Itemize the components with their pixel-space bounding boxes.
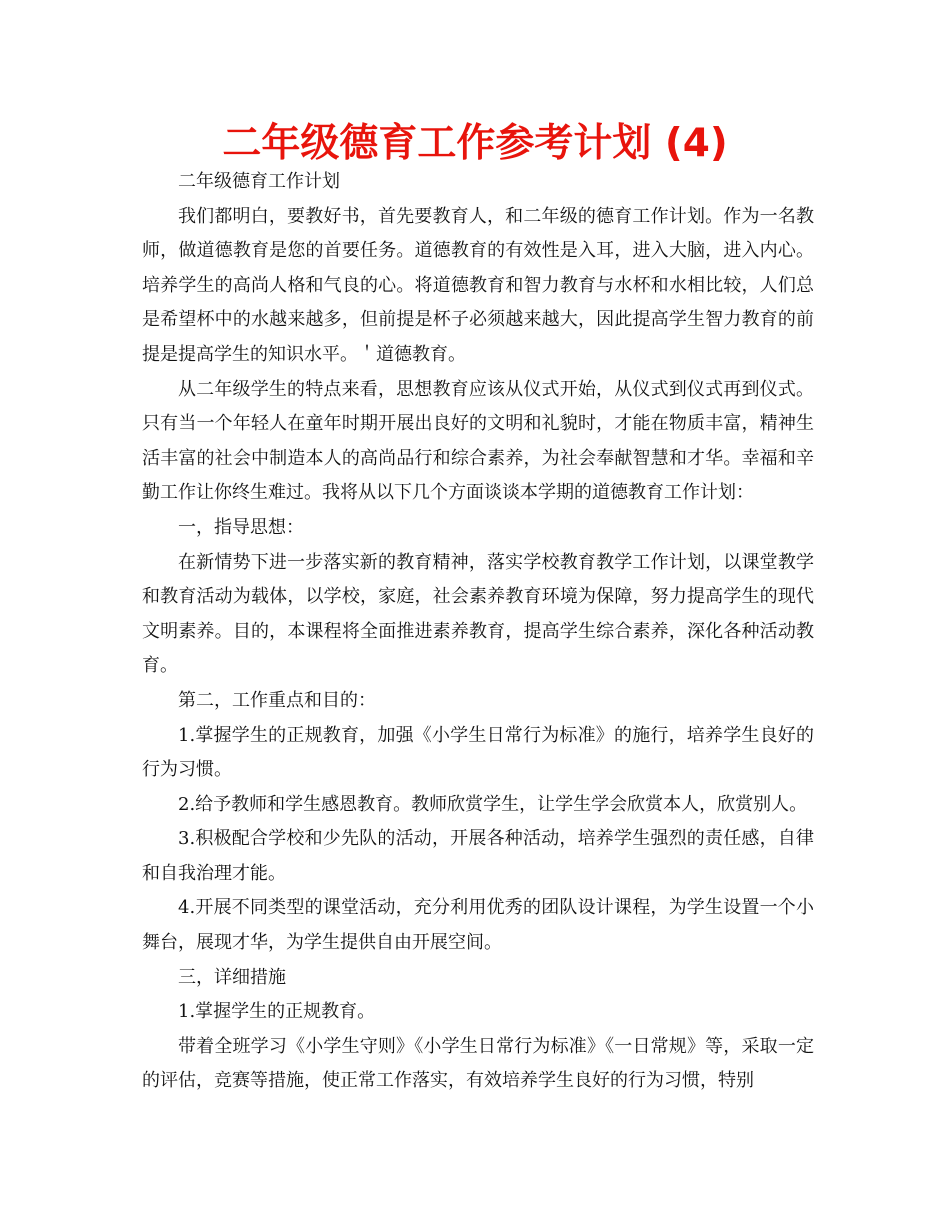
document-title: 二年级德育工作参考计划 (4): [222, 121, 728, 166]
paragraph-student-traits: 从二年级学生的特点来看，思想教育应该从仪式开始，从仪式到仪式再到仪式。只有当一个年轻人在童年时期开展出良好的文明和礼貌时，才能在物质丰富，精神生活丰富的社会中制造本人的高尚品行和综合素养，为社会奉献智慧和才华。幸福和辛勤工作让你终生难过。我将从以下几个方面谈谈本学期的道德教育工作计划：: [142, 378, 814, 504]
paragraph-intro: 我们都明白，要教好书，首先要教育人，和二年级的德育工作计划。作为一名教师，做道德教育是您的首要任务。道德教育的有效性是入耳，进入大脑，进入内心。培养学生的高尚人格和气良的心。将道德教育和智力教育与水杯和水相比较，人们总是希望杯中的水越来越多，但前提是杯子必须越来越大，因此提高学生智力教育的前提是提高学生的知识水平。＇道德教育。: [142, 205, 814, 365]
paragraph-guiding-ideology: 在新情势下进一步落实新的教育精神，落实学校教育教学工作计划，以课堂教学和教育活动为载体，以学校，家庭，社会素养教育环境为保障，努力提高学生的现代文明素养。目的，本课程将全面推进素养教育，提高学生综合素养，深化各种活动教育。: [142, 551, 814, 677]
paragraph-subtitle: 二年级德育工作计划: [178, 171, 340, 192]
section-heading-work-focus: 第二，工作重点和目的：: [178, 689, 376, 711]
document-body: [142, 165, 814, 1099]
list-item-focus-2: 2.给予教师和学生感恩教育。教师欣赏学生，让学生学会欣赏本人，欣赏别人。: [178, 793, 808, 815]
paragraph-measure-1-detail: 带着全班学习《小学生守则》《小学生日常行为标准》《一日常规》等，采取一定的评估，竞赛等措施，使正常工作落实，有效培养学生良好的行为习惯，特别: [142, 1035, 814, 1092]
list-item-focus-3: 3.积极配合学校和少先队的活动，开展各种活动，培养学生强烈的责任感，自律和自我治理才能。: [142, 828, 814, 884]
section-heading-guiding-ideology: 一，指导思想：: [178, 516, 304, 538]
list-item-measure-1: 1.掌握学生的正规教育。: [178, 1001, 376, 1023]
list-item-focus-4: 4.开展不同类型的课堂活动，充分利用优秀的团队设计课程，为学生设置一个小舞台，展现才华，为学生提供自由开展空间。: [142, 897, 814, 954]
list-item-focus-1: 1.掌握学生的正规教育，加强《小学生日常行为标准》的施行，培养学生良好的行为习惯。: [142, 724, 814, 781]
section-heading-measures: 三，详细措施: [178, 966, 286, 988]
